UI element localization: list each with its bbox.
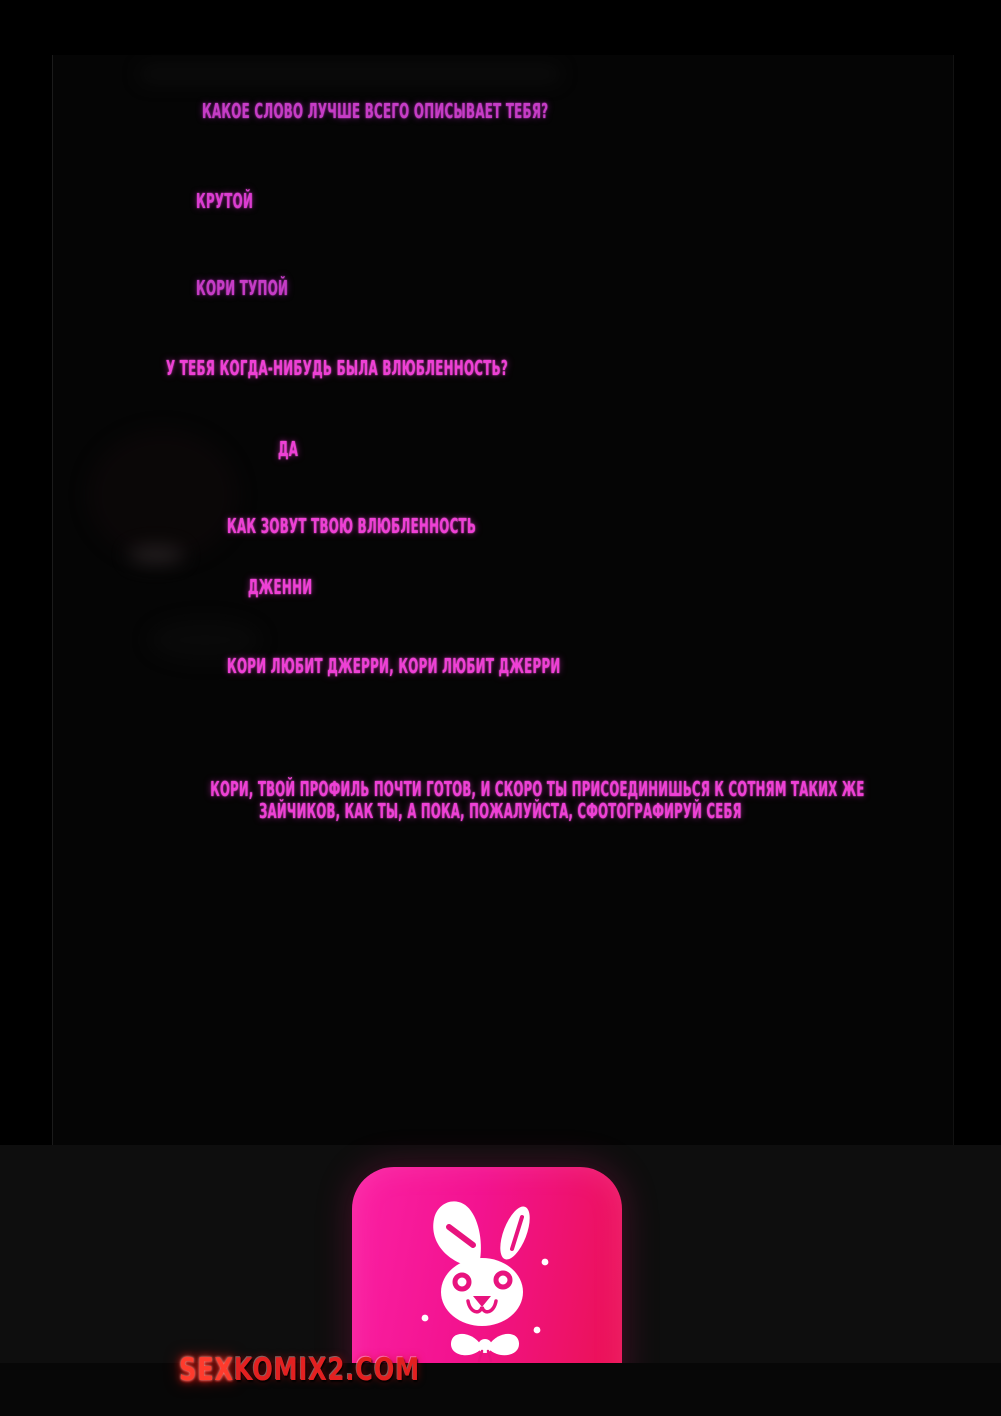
watermark-part-sex: SEX — [179, 1352, 234, 1388]
faint-background-artifact — [140, 66, 560, 82]
speech-line-teasing: КОРИ ЛЮБИТ ДЖЕРРИ, КОРИ ЛЮБИТ ДЖЕРРИ — [227, 654, 561, 678]
speech-line-answer-1: КРУТОЙ — [196, 189, 254, 213]
caption-line-1: КОРИ, ТВОЙ ПРОФИЛЬ ПОЧТИ ГОТОВ, И СКОРО ТЫ ПРИСОЕДИНИШЬСЯ К СОТНЯМ ТАКИХ ЖЕ — [210, 777, 865, 801]
caption-line-2: ЗАЙЧИКОВ, КАК ТЫ, А ПОКА, ПОЖАЛУЙСТА, СФОТОГРАФИРУЙ СЕБЯ — [259, 799, 742, 823]
speech-line-comment-1: КОРИ ТУПОЙ — [196, 276, 289, 300]
speech-line-question-1: КАКОЕ СЛОВО ЛУЧШЕ ВСЕГО ОПИСЫВАЕТ ТЕБЯ? — [202, 99, 549, 123]
speech-line-question-3: КАК ЗОВУТ ТВОЮ ВЛЮБЛЕННОСТЬ — [227, 514, 477, 538]
speech-line-question-2: У ТЕБЯ КОГДА-НИБУДЬ БЫЛА ВЛЮБЛЕННОСТЬ? — [166, 356, 508, 380]
bottom-black-bar — [0, 1363, 1001, 1416]
comic-panel — [52, 55, 954, 1145]
site-watermark — [179, 1353, 420, 1387]
watermark-part-domain: KOMIX2.COM — [233, 1352, 421, 1388]
faint-background-artifact — [88, 430, 238, 560]
speech-line-answer-2: ДА — [278, 437, 299, 461]
speech-line-answer-3: ДЖЕННИ — [248, 575, 313, 599]
faint-background-artifact — [128, 546, 184, 564]
